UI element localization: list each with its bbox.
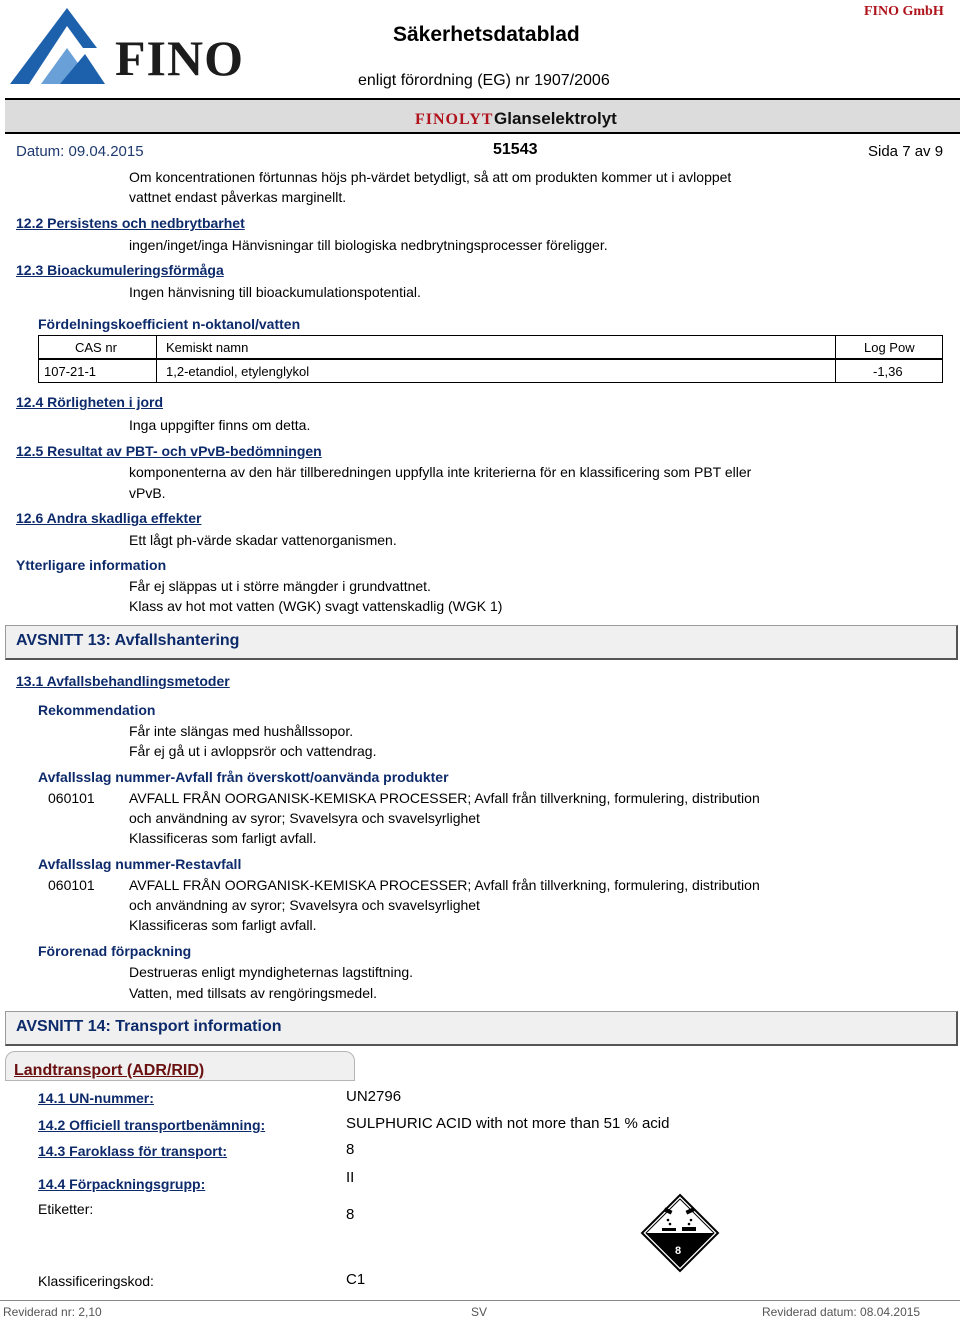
further-info-line1: Får ej släppas ut i större mängder i grundvattnet. xyxy=(129,578,431,594)
recommendation-line1: Får inte slängas med hushållssopor. xyxy=(129,723,354,739)
waste2-line1: AVFALL FRÅN OORGANISK-KEMISKA PROCESSER; Avfall från tillverkning, formulering, distribution xyxy=(129,877,760,893)
brand-name: FINOLYT xyxy=(415,111,494,128)
waste2-line3: Klassificeras som farligt avfall. xyxy=(129,917,317,933)
labels-value: 8 xyxy=(346,1206,355,1223)
un-number-label: 14.1 UN-nummer: xyxy=(38,1090,154,1106)
company-logo xyxy=(5,0,244,92)
s12-5-text-line1: komponenterna av den här tillberedningen uppfylla inte kriterierna för en klassificering som PBT eller xyxy=(129,464,752,480)
col-header-logpow: Log Pow xyxy=(864,340,915,355)
land-transport-heading: Landtransport (ADR/RID) xyxy=(14,1062,205,1079)
regulation-text: enligt förordning (EG) nr 1907/2006 xyxy=(358,72,610,89)
page-number: Sida 7 av 9 xyxy=(868,143,944,160)
s12-1-text-line2: vattnet endast påverkas marginellt. xyxy=(129,189,347,205)
s12-2-heading: 12.2 Persistens och nedbrytbarhet xyxy=(16,215,245,231)
s12-5-text-line2: vPvB. xyxy=(129,485,166,501)
corrosive-icon xyxy=(640,1193,720,1273)
waste1-line2: och användning av syror; Svavelsyra och svavelsyrlighet xyxy=(129,810,480,826)
product-number: 51543 xyxy=(493,141,538,158)
table-cell-cas: 107-21-1 xyxy=(44,364,97,379)
logo-wordmark: FINO xyxy=(115,30,244,86)
packaging-line2: Vatten, med tillsats av rengöringsmedel. xyxy=(129,985,377,1001)
partition-heading: Fördelningskoefficient n-oktanol/vatten xyxy=(38,316,301,332)
waste2-heading: Avfallsslag nummer-Restavfall xyxy=(38,856,242,872)
packing-group-value: II xyxy=(346,1169,355,1186)
col-header-name: Kemiskt namn xyxy=(166,340,249,355)
shipping-name-value: SULPHURIC ACID with not more than 51 % acid xyxy=(346,1115,670,1132)
hazard-class-label: 14.3 Faroklass för transport: xyxy=(38,1143,228,1159)
section14-bar xyxy=(5,1011,958,1046)
section13-title: AVSNITT 13: Avfallshantering xyxy=(16,632,240,649)
product-name: Glanselektrolyt xyxy=(494,109,617,128)
recommendation-heading: Rekommendation xyxy=(38,702,156,718)
s12-4-text: Inga uppgifter finns om detta. xyxy=(129,417,311,433)
s12-1-text-line1: Om koncentrationen förtunnas höjs ph-värdet betydligt, så att om produkten kommer ut i avloppet xyxy=(129,169,732,185)
waste1-heading: Avfallsslag nummer-Avfall från överskott/oanvända produkter xyxy=(38,769,449,785)
waste2-code: 060101 xyxy=(48,877,95,893)
table-cell-name: 1,2-etandiol, etylenglykol xyxy=(166,364,310,379)
s13-1-heading: 13.1 Avfallsbehandlingsmetoder xyxy=(16,673,230,689)
document-title: Säkerhetsdatablad xyxy=(393,23,580,46)
s12-6-text: Ett lågt ph-värde skadar vattenorganismen. xyxy=(129,532,397,548)
shipping-name-label: 14.2 Officiell transportbenämning: xyxy=(38,1117,266,1133)
recommendation-line2: Får ej gå ut i avloppsrör och vattendrag. xyxy=(129,743,377,759)
waste2-line2: och användning av syror; Svavelsyra och svavelsyrlighet xyxy=(129,897,480,913)
waste1-code: 060101 xyxy=(48,790,95,806)
waste1-line3: Klassificeras som farligt avfall. xyxy=(129,830,317,846)
footer-language: SV xyxy=(471,1305,488,1319)
waste1-line1: AVFALL FRÅN OORGANISK-KEMISKA PROCESSER; Avfall från tillverkning, formulering, distribution xyxy=(129,790,760,806)
footer-revision: Reviderad nr: 2,10 xyxy=(3,1305,102,1319)
corrosive-pictogram xyxy=(640,1193,720,1273)
land-transport-tab xyxy=(5,1051,355,1081)
section14-title: AVSNITT 14: Transport information xyxy=(16,1018,282,1035)
document-date: Datum: 09.04.2015 xyxy=(16,143,144,160)
col-header-cas: CAS nr xyxy=(75,340,117,355)
footer-revised-date: Reviderad datum: 08.04.2015 xyxy=(762,1305,921,1319)
packaging-heading: Förorenad förpackning xyxy=(38,943,192,959)
s12-2-text: ingen/inget/inga Hänvisningar till biologiska nedbrytningsprocesser föreligger. xyxy=(129,237,608,253)
company-name: FINO GmbH xyxy=(864,4,944,19)
un-number-value: UN2796 xyxy=(346,1088,402,1105)
classification-code-label: Klassificeringskod: xyxy=(38,1273,154,1289)
hazard-class-value: 8 xyxy=(346,1141,355,1158)
packaging-line1: Destrueras enligt myndigheternas lagstiftning. xyxy=(129,964,414,980)
labels-label: Etiketter: xyxy=(38,1201,94,1217)
table-cell-logpow: -1,36 xyxy=(873,364,903,379)
further-info-heading: Ytterligare information xyxy=(16,557,167,573)
packing-group-label: 14.4 Förpackningsgrupp: xyxy=(38,1176,206,1192)
footer-rule xyxy=(0,1300,960,1301)
further-info-line2: Klass av hot mot vatten (WGK) svagt vattenskadlig (WGK 1) xyxy=(129,598,503,614)
s12-6-heading: 12.6 Andra skadliga effekter xyxy=(16,510,202,526)
s12-4-heading: 12.4 Rörligheten i jord xyxy=(16,394,164,410)
classification-code-value: C1 xyxy=(346,1271,366,1288)
pictogram-number: 8 xyxy=(675,1245,682,1257)
s12-3-heading: 12.3 Bioackumuleringsförmåga xyxy=(16,262,224,278)
s12-3-text: Ingen hänvisning till bioackumulationspotential. xyxy=(129,284,421,300)
s12-5-heading: 12.5 Resultat av PBT- och vPvB-bedömningen xyxy=(16,443,322,459)
section13-bar xyxy=(5,625,958,660)
